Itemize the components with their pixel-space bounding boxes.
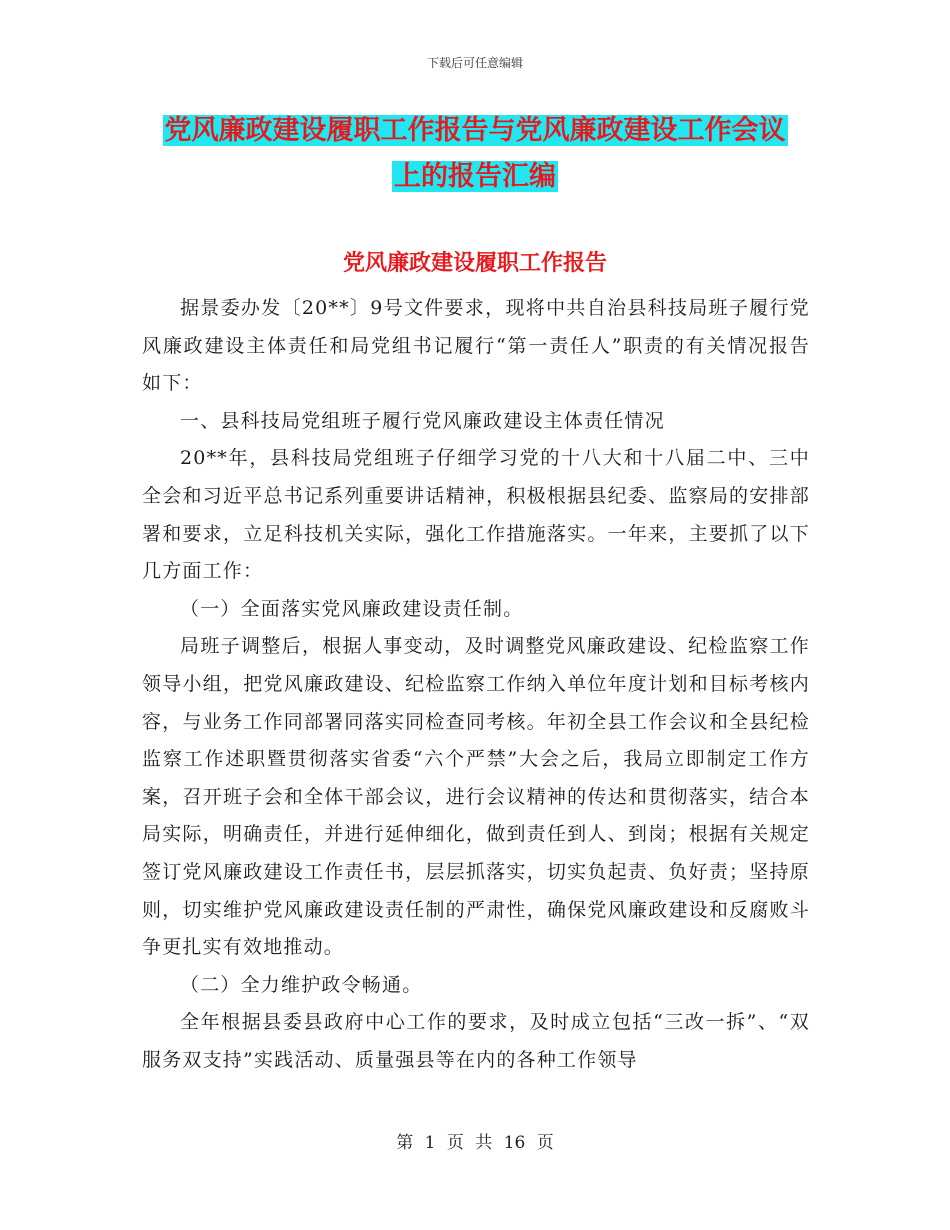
paragraph: （二）全力维护政令畅通。: [180, 973, 423, 996]
section-title: 党风廉政建设履职工作报告: [342, 250, 607, 276]
paragraph: 局班子调整后，根据人事变动，及时调整党风廉政建设、纪检监察工作领导小组，把党风廉政建设、纪检监察工作纳入单位年度计划和目标考核内容，与业务工作同部署同落实同检查同考核。年初全县工作会议和全县纪检监察工作述职暨贯彻落实省委“六个严禁”大会之后，我局立即制定工作方案，召开班子会和全体干部会议，进行会议精神的传达和贯彻落实，结合本局实际，明确责任，并进行延伸细化，做到责任到人、到岗；根据有关规定签订党风廉政建设工作责任书，层层抓落实，切实负起责、负好责；坚持原则，切实维护党风廉政建设责任制的严肃性，确保党风廉政建设和反腐败斗争更扎实有效地推动。: [142, 635, 810, 959]
header-note: 下载后可任意编辑: [426, 56, 523, 70]
document-title: [150, 108, 800, 200]
paragraph: 全年根据县委县政府中心工作的要求，及时成立包括“三改一拆”、“双服务双支持”实践活动、质量强县等在内的各种工作领导: [142, 1011, 810, 1071]
paragraph: 20**年，县科技局党组班子仔细学习党的十八大和十八届二中、三中全会和习近平总书记系列重要讲话精神，积极根据县纪委、监察局的安排部署和要求，立足科技机关实际，强化工作措施落实。一年来，主要抓了以下几方面工作：: [142, 447, 810, 583]
paragraph: 一、县科技局党组班子履行党风廉政建设主体责任情况: [180, 409, 665, 432]
document-body: [142, 290, 810, 1079]
page-footer: 第 1 页 共 16 页: [396, 1133, 554, 1153]
paragraph: 据景委办发〔20**〕9号文件要求，现将中共自治县科技局班子履行党风廉政建设主体责任和局党组书记履行“第一责任人”职责的有关情况报告如下：: [142, 297, 810, 395]
paragraph: （一）全面落实党风廉政建设责任制。: [180, 597, 524, 620]
title-line-2: 上的报告汇编: [394, 161, 556, 192]
title-line-1: 党风廉政建设履职工作报告与党风廉政建设工作会议: [164, 115, 786, 146]
